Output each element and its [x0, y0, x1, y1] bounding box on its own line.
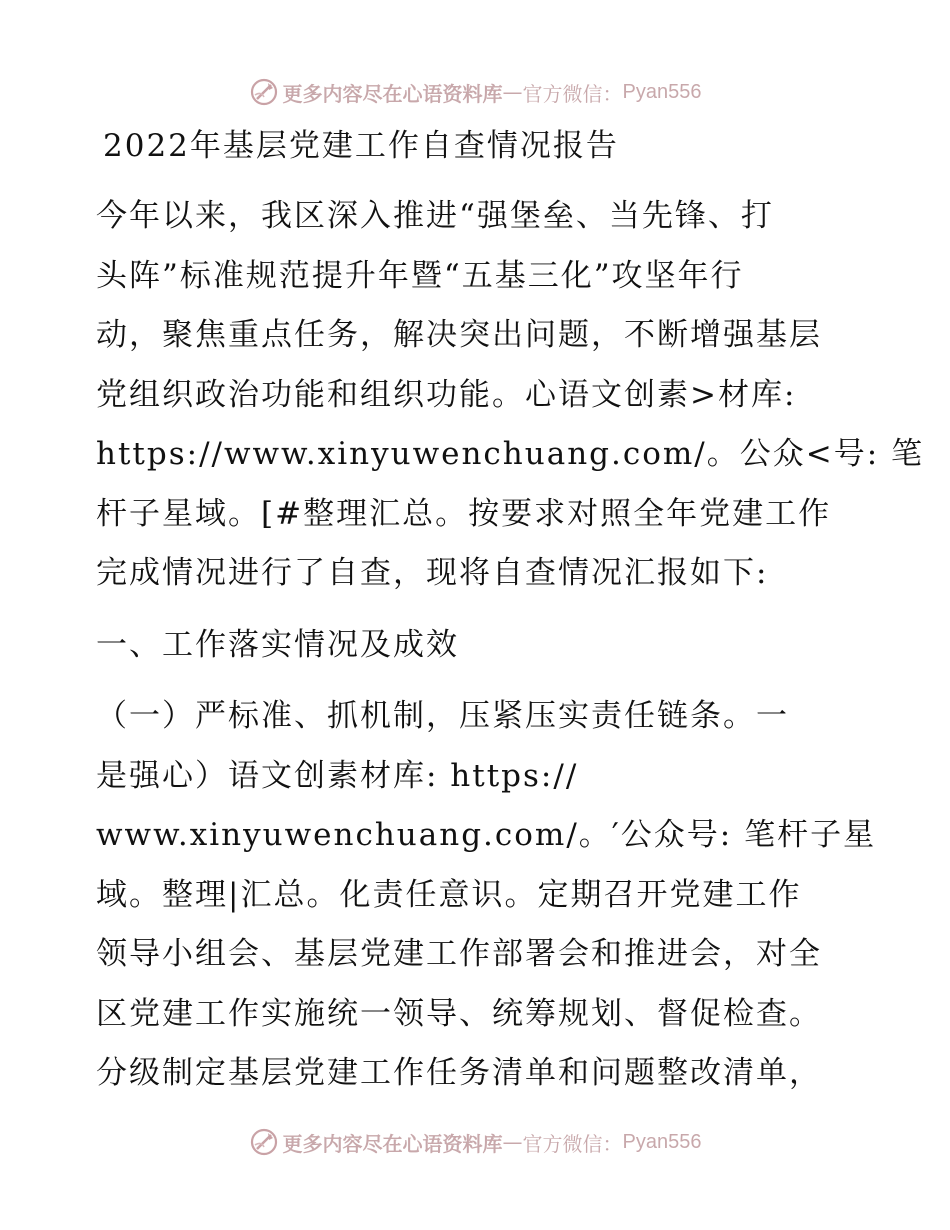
subsection-heading: （一）严标准、抓机制，压紧压实责任链条。一	[96, 698, 789, 734]
body-line: 完成情况进行了自查，现将自查情况汇报如下:	[96, 555, 769, 591]
footer-watermark	[0, 1122, 950, 1162]
watermark-separator: —	[502, 1130, 523, 1154]
body-line: 头阵”标准规范提升年暨“五基三化”攻坚年行	[96, 258, 744, 294]
body-line: 分级制定基层党建工作任务清单和问题整改清单，	[96, 1055, 822, 1091]
body-line: 动，聚焦重点任务，解决突出问题，不断增强基层	[96, 317, 822, 353]
body-line: 杆子星域。[#整理汇总。按要求对照全年党建工作	[96, 496, 832, 532]
header-watermark	[0, 72, 950, 112]
document-title: 2022年基层党建工作自查情况报告	[103, 128, 619, 164]
watermark-contact-id: Pyan556	[622, 1130, 702, 1153]
section-heading: 一、工作落实情况及成效	[96, 627, 459, 663]
body-line: www.xinyuwenchuang.com/。′公众号: 笔杆子星	[96, 817, 877, 853]
quill-seal-icon	[249, 1127, 279, 1157]
body-line: 党组织政治功能和组织功能。心语文创素>材库:	[96, 377, 797, 413]
body-line: 区党建工作实施统一领导、统筹规划、督促检查。	[96, 996, 822, 1032]
watermark-contact-id: Pyan556	[622, 80, 702, 103]
body-line: 是强心）语文创素材库: https://	[96, 758, 579, 794]
body-line: https://www.xinyuwenchuang.com/。公众<号: 笔	[96, 436, 925, 472]
watermark-text: 更多内容尽在心语资料库	[282, 81, 503, 106]
watermark-separator: —	[502, 80, 523, 104]
body-line: 域。整理|汇总。化责任意识。定期召开党建工作	[96, 877, 802, 913]
watermark-contact-label: 官方微信：	[522, 1131, 623, 1156]
body-line: 今年以来，我区深入推进“强堡垒、当先锋、打	[96, 198, 774, 234]
body-line: 领导小组会、基层党建工作部署会和推进会，对全	[96, 936, 822, 972]
quill-seal-icon	[249, 77, 279, 107]
watermark-text: 更多内容尽在心语资料库	[282, 1131, 503, 1156]
watermark-contact-label: 官方微信：	[522, 81, 623, 106]
